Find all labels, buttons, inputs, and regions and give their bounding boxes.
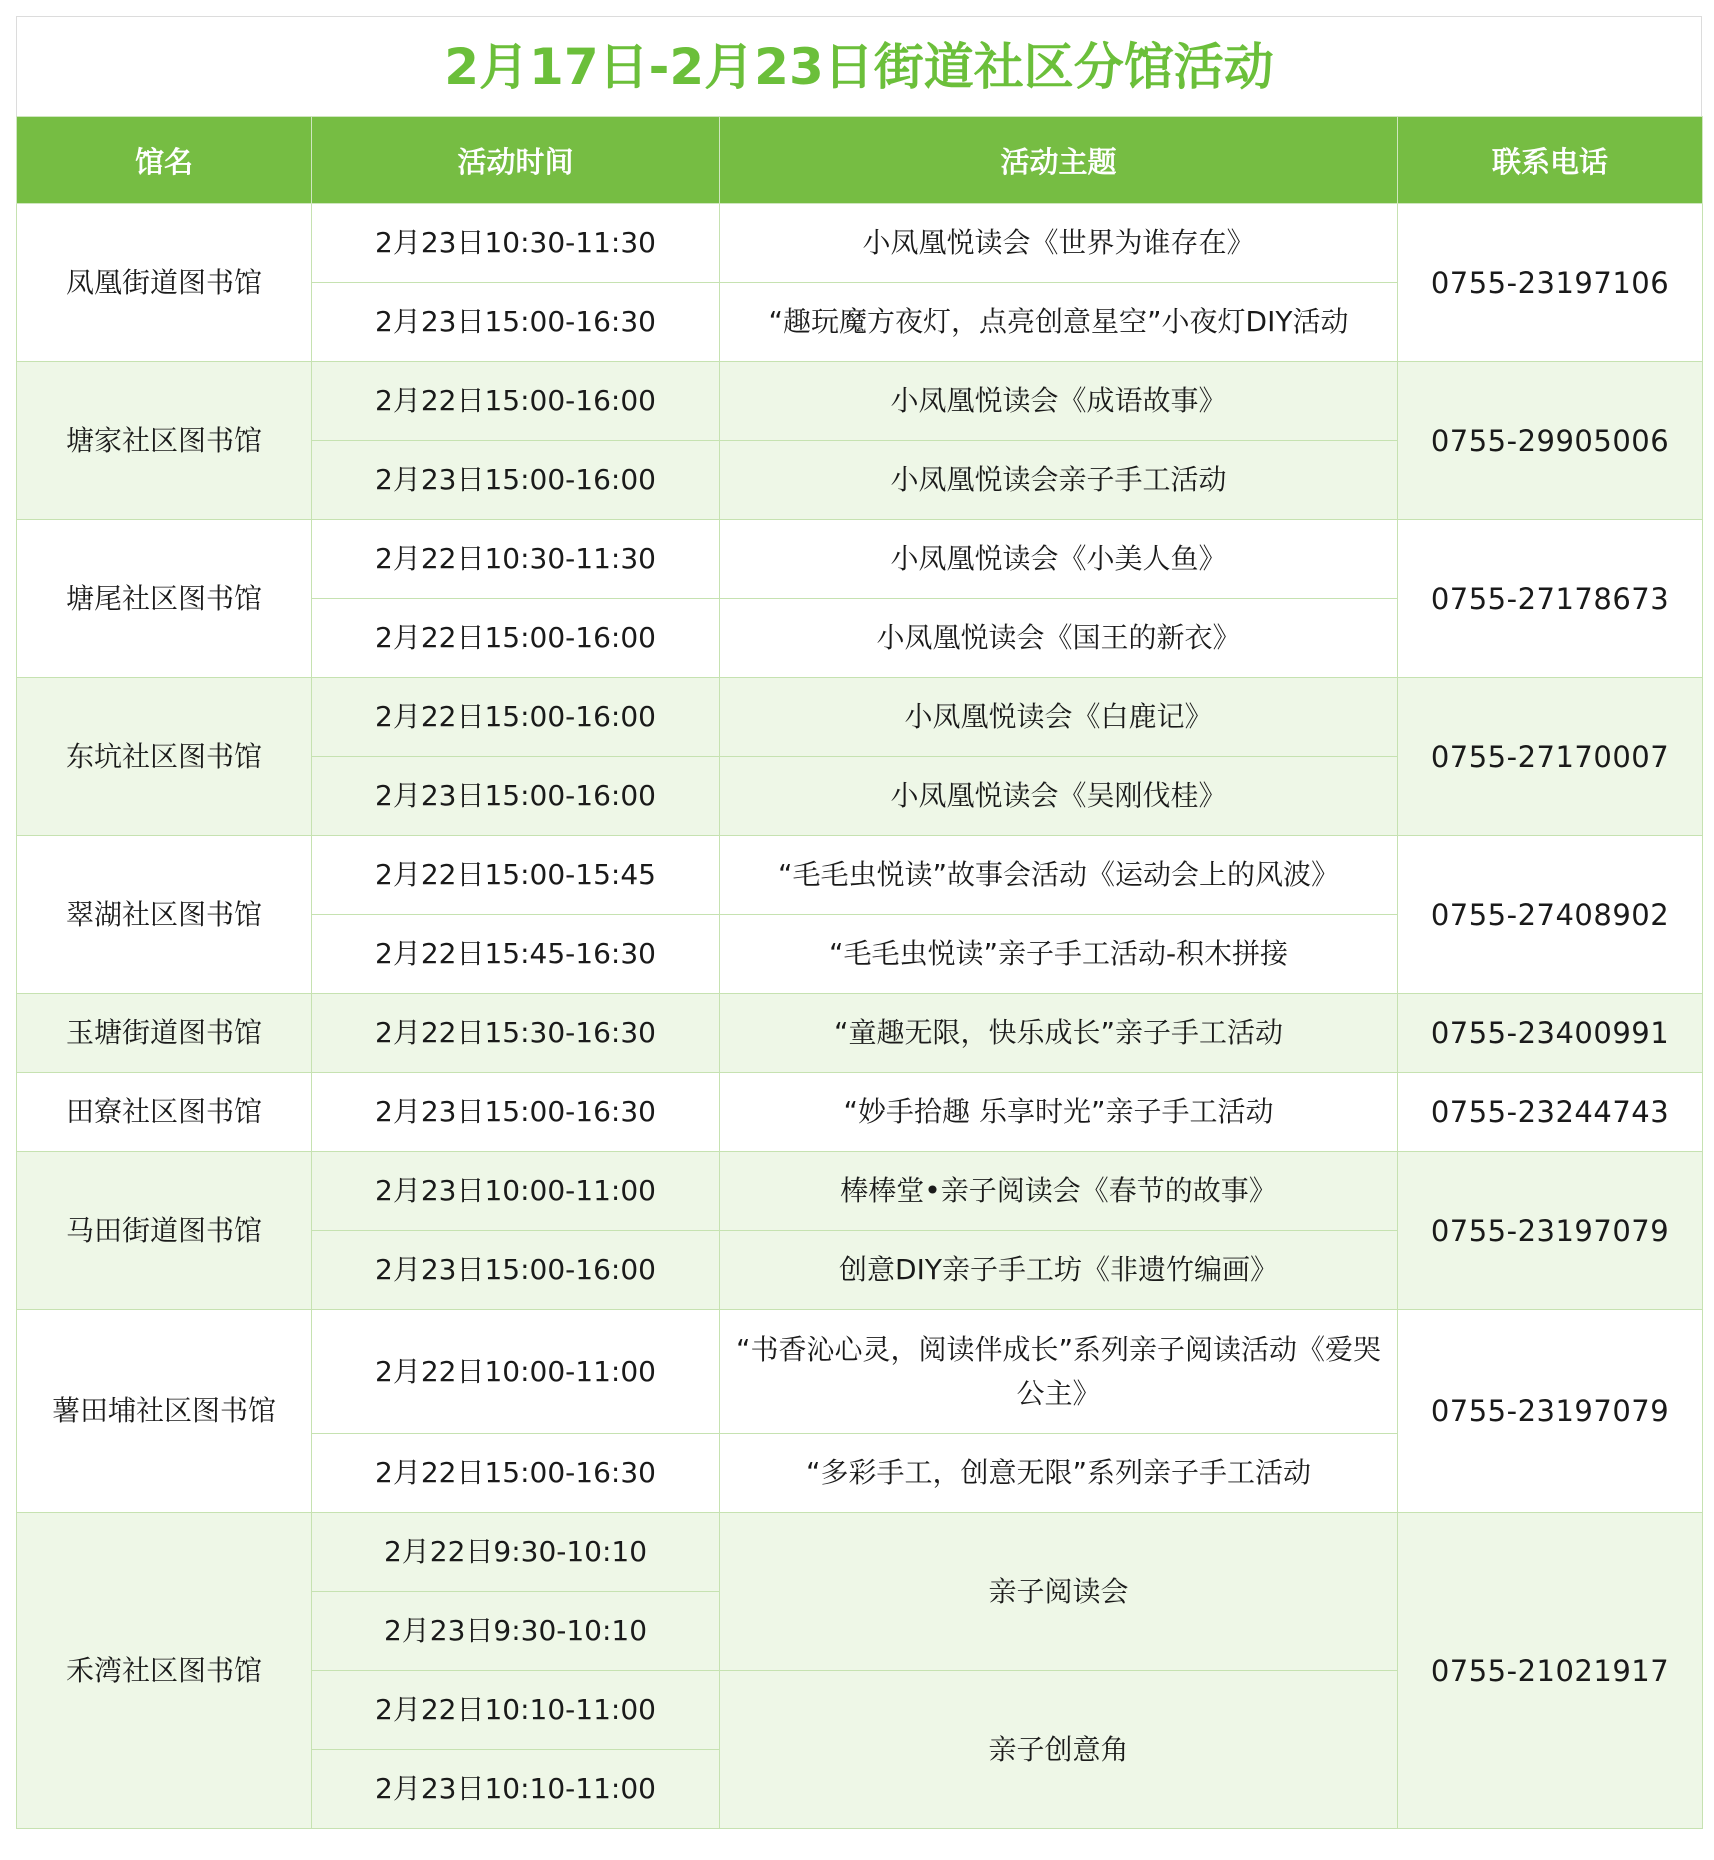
activity-theme: “毛毛虫悦读”故事会活动《运动会上的风波》 [720, 836, 1398, 915]
contact-phone: 0755-23197079 [1398, 1152, 1703, 1310]
activity-theme: 小凤凰悦读会《成语故事》 [720, 362, 1398, 441]
activity-theme: 棒棒堂•亲子阅读会《春节的故事》 [720, 1152, 1398, 1231]
library-name: 马田街道图书馆 [17, 1152, 312, 1310]
table-row [17, 836, 1703, 915]
library-name: 凤凰街道图书馆 [17, 204, 312, 362]
activity-sheet [16, 16, 1702, 1846]
activity-time: 2月22日15:00-16:00 [312, 599, 720, 678]
contact-phone: 0755-23400991 [1398, 994, 1703, 1073]
header-activity-theme: 活动主题 [720, 117, 1398, 204]
activity-theme: “趣玩魔方夜灯，点亮创意星空”小夜灯DIY活动 [720, 283, 1398, 362]
activity-theme: “童趣无限，快乐成长”亲子手工活动 [720, 994, 1398, 1073]
activity-theme: 小凤凰悦读会《小美人鱼》 [720, 520, 1398, 599]
contact-phone: 0755-23197079 [1398, 1310, 1703, 1513]
activity-time: 2月23日10:00-11:00 [312, 1152, 720, 1231]
table-row [17, 678, 1703, 757]
table-row [17, 1152, 1703, 1231]
activity-theme: “妙手拾趣 乐享时光”亲子手工活动 [720, 1073, 1398, 1152]
contact-phone: 0755-29905006 [1398, 362, 1703, 520]
library-name: 禾湾社区图书馆 [17, 1513, 312, 1829]
contact-phone: 0755-23244743 [1398, 1073, 1703, 1152]
activity-time: 2月23日15:00-16:00 [312, 1231, 720, 1310]
table-row [17, 520, 1703, 599]
contact-phone: 0755-27408902 [1398, 836, 1703, 994]
table-row [17, 362, 1703, 441]
table-row [17, 1310, 1703, 1434]
page-title: 2月17日-2月23日街道社区分馆活动 [16, 16, 1702, 116]
activity-theme: 创意DIY亲子手工坊《非遗竹编画》 [720, 1231, 1398, 1310]
activity-theme: “多彩手工，创意无限”系列亲子手工活动 [720, 1434, 1398, 1513]
activity-theme: 亲子阅读会 [720, 1513, 1398, 1671]
library-name: 塘家社区图书馆 [17, 362, 312, 520]
activity-time: 2月22日15:45-16:30 [312, 915, 720, 994]
activity-time: 2月22日10:00-11:00 [312, 1310, 720, 1434]
library-name: 田寮社区图书馆 [17, 1073, 312, 1152]
activity-theme: 亲子创意角 [720, 1671, 1398, 1829]
header-row [17, 117, 1703, 204]
activity-time: 2月22日15:00-16:00 [312, 362, 720, 441]
activity-time: 2月23日15:00-16:30 [312, 283, 720, 362]
activity-theme: 小凤凰悦读会《国王的新衣》 [720, 599, 1398, 678]
activity-time: 2月23日15:00-16:00 [312, 441, 720, 520]
activity-theme: 小凤凰悦读会《白鹿记》 [720, 678, 1398, 757]
activity-time: 2月23日10:30-11:30 [312, 204, 720, 283]
library-name: 塘尾社区图书馆 [17, 520, 312, 678]
header-library-name: 馆名 [17, 117, 312, 204]
table-row [17, 1073, 1703, 1152]
activity-time: 2月22日15:00-16:00 [312, 678, 720, 757]
activity-theme: 小凤凰悦读会《世界为谁存在》 [720, 204, 1398, 283]
library-name: 玉塘街道图书馆 [17, 994, 312, 1073]
header-activity-time: 活动时间 [312, 117, 720, 204]
library-name: 薯田埔社区图书馆 [17, 1310, 312, 1513]
contact-phone: 0755-21021917 [1398, 1513, 1703, 1829]
activity-time: 2月22日15:00-16:30 [312, 1434, 720, 1513]
activity-time: 2月23日10:10-11:00 [312, 1750, 720, 1829]
activity-time: 2月23日9:30-10:10 [312, 1592, 720, 1671]
activity-time: 2月22日10:10-11:00 [312, 1671, 720, 1750]
activity-time: 2月22日9:30-10:10 [312, 1513, 720, 1592]
table-row [17, 1513, 1703, 1592]
activity-table [16, 116, 1703, 1829]
contact-phone: 0755-27178673 [1398, 520, 1703, 678]
contact-phone: 0755-23197106 [1398, 204, 1703, 362]
activity-time: 2月23日15:00-16:00 [312, 757, 720, 836]
activity-theme: “书香沁心灵，阅读伴成长”系列亲子阅读活动《爱哭公主》 [720, 1310, 1398, 1434]
contact-phone: 0755-27170007 [1398, 678, 1703, 836]
library-name: 东坑社区图书馆 [17, 678, 312, 836]
activity-time: 2月23日15:00-16:30 [312, 1073, 720, 1152]
library-name: 翠湖社区图书馆 [17, 836, 312, 994]
table-row [17, 204, 1703, 283]
activity-time: 2月22日15:00-15:45 [312, 836, 720, 915]
table-row [17, 994, 1703, 1073]
activity-time: 2月22日15:30-16:30 [312, 994, 720, 1073]
activity-theme: 小凤凰悦读会《吴刚伐桂》 [720, 757, 1398, 836]
activity-theme: “毛毛虫悦读”亲子手工活动-积木拼接 [720, 915, 1398, 994]
activity-time: 2月22日10:30-11:30 [312, 520, 720, 599]
activity-theme: 小凤凰悦读会亲子手工活动 [720, 441, 1398, 520]
header-contact-phone: 联系电话 [1398, 117, 1703, 204]
